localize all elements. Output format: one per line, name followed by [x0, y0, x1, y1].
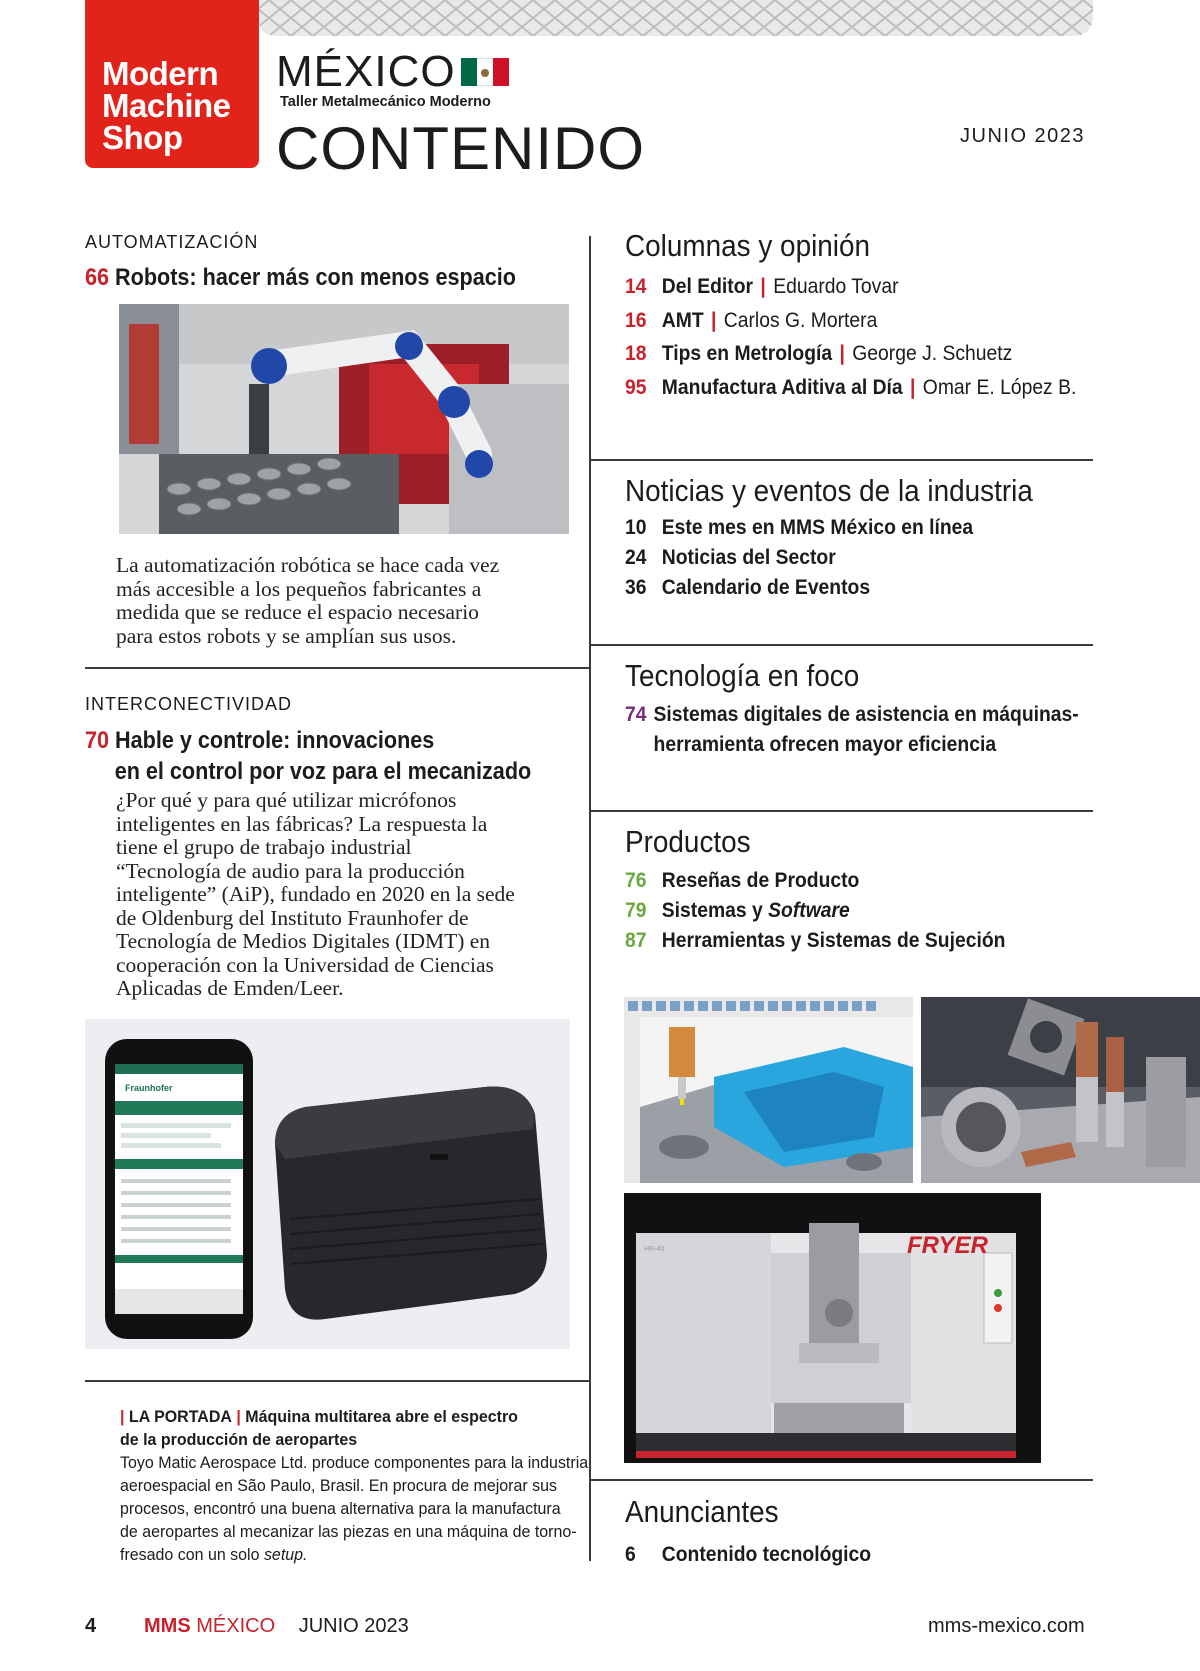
cover-body-line: Toyo Matic Aerospace Ltd. produce componentes para la industria	[120, 1453, 589, 1472]
feature-2-body-line: inteligentes en las fábricas? La respuesta la	[116, 811, 488, 836]
toc-page: 74	[625, 703, 647, 726]
feature-1-page: 66	[85, 264, 110, 291]
toc-page: 18	[625, 342, 647, 365]
logo-line-2: Machine	[102, 87, 231, 124]
toc-item[interactable]: 95 Manufactura Aditiva al Día | Omar E. López B.	[625, 371, 1076, 405]
feature-2-title-line-2: en el control por voz para el mecanizado	[114, 758, 532, 785]
mexico-flag-icon	[461, 58, 509, 86]
toc-title: Sistemas y	[661, 899, 763, 922]
section-products-title: Productos	[625, 824, 751, 859]
section-advertisers-title: Anunciantes	[625, 1494, 779, 1529]
footer-brand-name: MMS	[144, 1615, 191, 1637]
toc-author: Carlos G. Mortera	[723, 308, 878, 332]
toc-title: Noticias del Sector	[661, 546, 836, 569]
smartphone-and-device-photo	[85, 1019, 570, 1349]
footer-date: JUNIO 2023	[298, 1615, 409, 1637]
cover-label: LA PORTADA	[128, 1407, 232, 1426]
feature-2-body	[116, 789, 586, 1001]
toc-item[interactable]: 16 AMT | Carlos G. Mortera	[625, 304, 1076, 338]
divider	[590, 459, 1093, 461]
divider	[590, 644, 1093, 646]
edition-name: MÉXICO	[276, 47, 456, 96]
cover-body-line: de aeropartes al mecanizar las piezas en una máquina de torno-	[120, 1522, 577, 1541]
toc-item[interactable]	[625, 896, 1005, 926]
toc-item[interactable]: 18 Tips en Metrología | George J. Schuetz	[625, 337, 1076, 371]
feature-2-title[interactable]	[85, 725, 531, 787]
feature-2-body-line: Aplicadas de Emden/Leer.	[116, 976, 344, 1000]
toc-item[interactable]: 14 Del Editor | Eduardo Tovar	[625, 270, 1076, 304]
feature-1-body-line: para estos robots y se amplían sus usos.	[116, 623, 457, 648]
section-tech-title: Tecnología en foco	[625, 658, 860, 693]
toc-title: Manufactura Aditiva al Día	[661, 375, 903, 399]
issue-date: JUNIO 2023	[960, 125, 1086, 147]
feature-1-title[interactable]	[85, 262, 516, 293]
mms-logo	[85, 0, 259, 168]
toc-title: Reseñas de Producto	[661, 869, 860, 892]
header-pattern	[258, 0, 1093, 36]
toc-page: 16	[625, 308, 647, 332]
column-divider	[589, 236, 591, 1561]
feature-2-body-line: “Tecnología de audio para la producción	[116, 858, 465, 883]
toc-page: 36	[625, 576, 647, 599]
toc-item[interactable]	[625, 543, 973, 573]
footer-brand	[144, 1615, 409, 1638]
feature-2-body-line: Tecnología de Medios Digitales (IDMT) en	[116, 929, 491, 953]
toc-page: 6	[625, 1543, 636, 1566]
toc-page: 79	[625, 899, 647, 922]
phone-brand: Fraunhofer	[125, 1083, 173, 1093]
toc-page: 87	[625, 929, 647, 952]
divider	[590, 810, 1093, 812]
feature-1-title-text: Robots: hacer más con menos espacio	[115, 264, 516, 291]
cad-software-photo	[624, 997, 913, 1183]
page-number: 4	[85, 1615, 97, 1637]
toc-title: AMT	[661, 308, 704, 332]
cover-body-line: procesos, encontró una buena alternativa para la manufactura	[120, 1499, 561, 1518]
edition-subtitle: Taller Metalmecánico Moderno	[280, 94, 491, 110]
cover-body-line: fresado con un solo	[120, 1545, 260, 1564]
toc-page: 76	[625, 869, 647, 892]
toc-item[interactable]	[625, 866, 1005, 896]
cover-title-line-1: Máquina multitarea abre el espectro	[245, 1407, 518, 1426]
section-columns-title: Columnas y opinión	[625, 228, 871, 263]
divider	[85, 1380, 590, 1382]
machine-photo	[624, 1193, 1041, 1463]
feature-2-kicker: INTERCONECTIVIDAD	[85, 694, 293, 714]
toc-page: 95	[625, 375, 647, 399]
toc-page: 10	[625, 516, 647, 539]
toc-title: Del Editor	[661, 275, 754, 298]
advertisers-list	[625, 1538, 871, 1572]
products-list	[625, 866, 1005, 956]
feature-2-body-line: de Oldenburg del Instituto Fraunhofer de	[116, 905, 469, 930]
toc-title: herramienta ofrecen mayor eficiencia	[653, 733, 997, 756]
toc-author: Omar E. López B.	[922, 375, 1077, 399]
feature-2-page: 70	[85, 727, 110, 754]
feature-2-title-line-1: Hable y controle: innovaciones	[115, 727, 435, 754]
toc-page: 24	[625, 546, 647, 569]
feature-2-body-line: inteligente” (AiP), fundado en 2020 en la sede	[116, 882, 515, 906]
toc-title: Tips en Metrología	[661, 342, 833, 365]
toc-title: Sistemas digitales de asistencia en máquinas-	[653, 703, 1079, 726]
news-list	[625, 513, 973, 603]
feature-2-body-line: tiene el grupo de trabajo industrial	[116, 835, 412, 859]
tech-item[interactable]	[625, 700, 1079, 760]
toc-title: Este mes en MMS México en línea	[661, 516, 974, 539]
feature-1-kicker: AUTOMATIZACIÓN	[85, 232, 259, 252]
machine-model: HR-40	[644, 1246, 665, 1253]
divider	[85, 667, 590, 669]
feature-1-body	[116, 554, 566, 648]
footer-brand-suffix: MÉXICO	[196, 1615, 276, 1637]
toc-title-italic: Software	[768, 899, 850, 922]
columns-list	[625, 270, 1076, 404]
cover-story[interactable]: | LA PORTADA | Máquina multitarea abre el espectro de la producción de aeropartes Toyo Matic Aerospace Ltd. produce componentes para la industria aeroespacial en São Paulo, Brasil. En procura de mejorar sus procesos, encontró una buena alternativa para la manufactura de aeropartes al mecanizar las piezas en una máquina de torno- fresado con un solo setup.	[120, 1407, 589, 1564]
feature-2-body-line: cooperación con la Universidad de Ciencias	[116, 952, 494, 977]
toc-item[interactable]	[625, 513, 973, 543]
logo-line-1: Modern	[102, 55, 219, 92]
robot-arm-photo	[119, 304, 569, 534]
feature-1-body-line: La automatización robótica se hace cada vez	[116, 553, 500, 577]
footer-url[interactable]: mms-mexico.com	[928, 1615, 1085, 1637]
feature-2-body-line: ¿Por qué y para qué utilizar micrófonos	[116, 788, 457, 812]
toc-title: Contenido tecnológico	[661, 1543, 872, 1566]
section-news-title: Noticias y eventos de la industria	[625, 473, 1033, 508]
toc-title: Calendario de Eventos	[661, 576, 871, 599]
feature-1-body-line: medida que se reduce el espacio necesario	[116, 600, 479, 624]
cover-body-line: aeroespacial en São Paulo, Brasil. En procura de mejorar sus	[120, 1476, 558, 1495]
toc-item[interactable]	[625, 1538, 871, 1572]
toc-author: Eduardo Tovar	[773, 275, 899, 298]
toc-item[interactable]	[625, 926, 1005, 956]
page-title: CONTENIDO	[276, 115, 645, 182]
feature-1-body-line: más accesible a los pequeños fabricantes a	[116, 576, 482, 601]
toc-title: Herramientas y Sistemas de Sujeción	[661, 929, 1006, 952]
logo-line-3: Shop	[102, 119, 183, 156]
machine-brand: FRYER	[907, 1232, 988, 1259]
toc-author: George J. Schuetz	[852, 342, 1013, 365]
divider	[590, 1479, 1093, 1481]
cover-body-italic: setup.	[263, 1545, 308, 1564]
toc-item[interactable]	[625, 573, 973, 603]
toc-page: 14	[625, 275, 647, 298]
cutting-tools-photo	[921, 997, 1200, 1183]
cover-title-line-2: de la producción de aeropartes	[120, 1430, 358, 1449]
